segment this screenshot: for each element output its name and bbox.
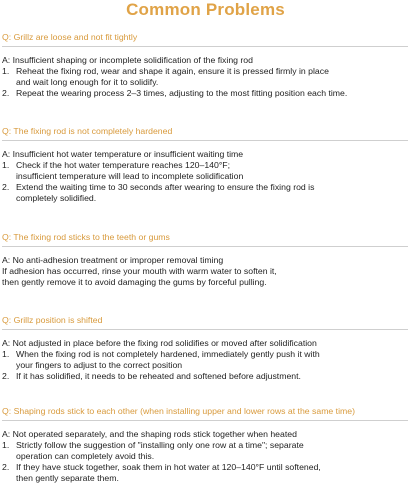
step-text: If it has solidified, it needs to be reheated and softened before adjustment. <box>16 371 301 381</box>
step-number: 2. <box>2 182 10 192</box>
divider <box>2 329 408 330</box>
faq-section-not-hardened <box>2 126 410 204</box>
faq-section-rods-stick-together <box>2 406 410 484</box>
question: Q: Grillz are loose and not fit tightly <box>2 32 138 42</box>
divider <box>2 140 408 141</box>
step-number: 1. <box>2 160 10 170</box>
answer: A: Not adjusted in place before the fixing rod solidifies or moved after solidification <box>2 338 317 348</box>
answer: A: Insufficient hot water temperature or insufficient waiting time <box>2 149 244 159</box>
question: Q: The fixing rod is not completely hardened <box>2 126 173 136</box>
list-item <box>2 462 410 484</box>
step-text: Repeat the wearing process 2–3 times, adjusting to the most fitting position each time. <box>16 88 348 98</box>
step-text: Extend the waiting time to 30 seconds after wearing to ensure the fixing rod is completely solidified. <box>16 182 315 203</box>
step-text: Check if the hot water temperature reaches 120–140°F; insufficient temperature will lead to incomplete solidification <box>16 160 244 181</box>
divider <box>2 46 408 47</box>
answer: A: Not operated separately, and the shaping rods stick together when heated <box>2 429 297 439</box>
steps-list <box>2 440 410 484</box>
steps-list <box>2 349 410 382</box>
divider <box>2 420 408 421</box>
list-item <box>2 88 410 99</box>
list-item <box>2 182 410 204</box>
list-item <box>2 440 410 462</box>
step-number: 1. <box>2 440 10 450</box>
question: Q: The fixing rod sticks to the teeth or gums <box>2 232 170 242</box>
steps-list <box>2 66 410 99</box>
step-number: 2. <box>2 88 10 98</box>
faq-section-position-shifted <box>2 315 410 382</box>
page-title: Common Problems <box>126 0 285 19</box>
list-item <box>2 349 410 371</box>
faq-section-loose-fit <box>2 32 410 99</box>
divider <box>2 246 408 247</box>
step-text: When the fixing rod is not completely hardened, immediately gently push it with your fingers to adjust to the correct position <box>16 349 320 370</box>
note-text: If adhesion has occurred, rinse your mouth with warm water to soften it, then gently remove it to avoid damaging the gums by forceful pulling. <box>2 266 277 287</box>
question: Q: Grillz position is shifted <box>2 315 103 325</box>
list-item <box>2 160 410 182</box>
step-number: 2. <box>2 462 10 472</box>
question: Q: Shaping rods stick to each other (when installing upper and lower rows at the same time) <box>2 406 355 416</box>
step-number: 1. <box>2 66 10 76</box>
step-text: Strictly follow the suggestion of "installing only one row at a time"; separate operation can completely avoid this. <box>16 440 304 461</box>
step-number: 2. <box>2 371 10 381</box>
list-item <box>2 371 410 382</box>
answer: A: No anti-adhesion treatment or improper removal timing <box>2 255 224 265</box>
step-text: If they have stuck together, soak them in hot water at 120–140°F until softened, then gently separate them. <box>16 462 321 483</box>
list-item <box>2 66 410 88</box>
faq-section-sticks-to-teeth <box>2 232 410 288</box>
steps-list <box>2 160 410 204</box>
answer: A: Insufficient shaping or incomplete solidification of the fixing rod <box>2 55 253 65</box>
step-text: Reheat the fixing rod, wear and shape it again, ensure it is pressed firmly in place and wait long enough for it to solidify. <box>16 66 329 87</box>
step-number: 1. <box>2 349 10 359</box>
